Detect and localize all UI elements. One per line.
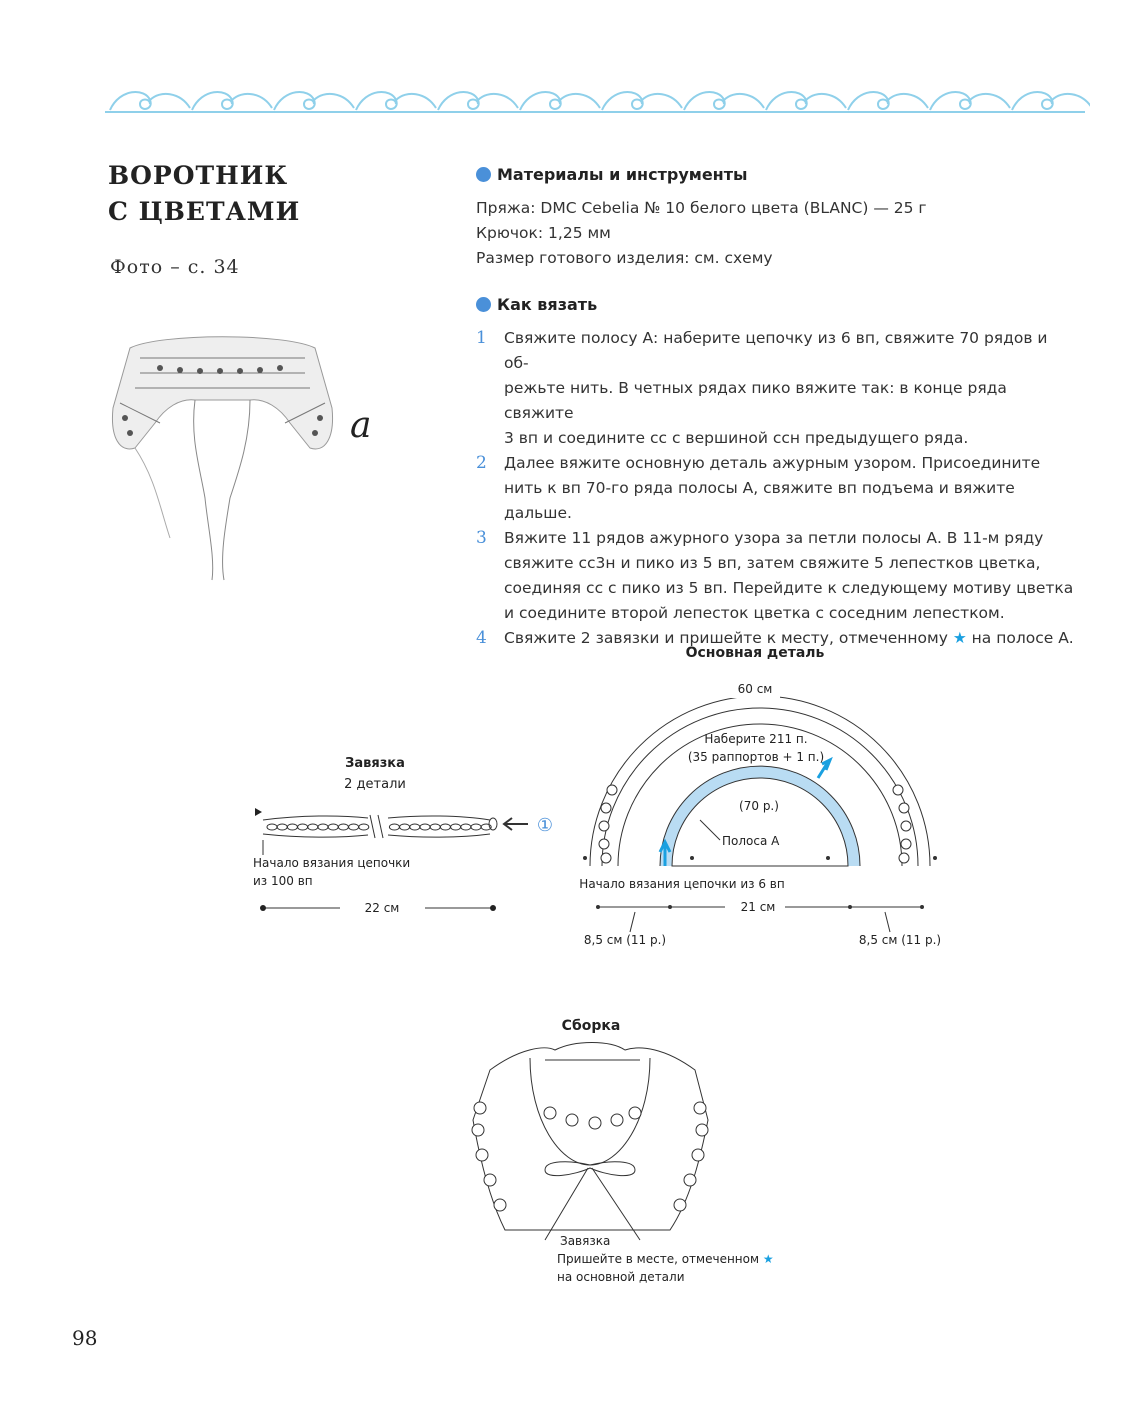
step-line: Вяжите 11 рядов ажурного узора за петли полосы А. В 11-м ряду — [504, 529, 1044, 547]
chain-edge — [263, 816, 490, 820]
step-number: 3 — [476, 528, 487, 548]
tie-length-label: 22 см — [364, 901, 400, 915]
scroll-ornament — [684, 92, 764, 110]
arrow-left-icon — [504, 818, 528, 830]
step-line: и соедините второй лепесток цветка с соседним лепестком. — [504, 604, 1005, 622]
assembly-tie-label: Завязка — [560, 1234, 611, 1248]
collar-photo — [100, 328, 345, 586]
scroll-ornament — [848, 92, 928, 110]
scroll-ornament — [1012, 92, 1090, 110]
side-left-label: 8,5 см (11 р.) — [583, 933, 667, 947]
step-2 — [476, 451, 1076, 526]
chain-stitch — [440, 824, 450, 830]
rows-label: (70 р.) — [739, 799, 779, 813]
tie-start-label: Начало вязания цепочки — [253, 856, 411, 870]
tie-title: Завязка — [345, 756, 405, 771]
step-3 — [476, 526, 1076, 626]
title-line-2: С ЦВЕТАМИ — [108, 197, 301, 226]
photo-reference: Фото – с. 34 — [110, 256, 240, 278]
chain-stitch — [400, 824, 410, 830]
chain-stitch — [451, 824, 461, 830]
chain-stitch — [298, 824, 308, 830]
scroll-ornament — [274, 92, 354, 110]
step-line: свяжите сс3н и пико из 5 вп, затем свяжите 5 лепестков цветка, — [504, 554, 1041, 572]
leader-line — [630, 912, 635, 932]
scroll-ornament — [110, 92, 190, 110]
chain-stitch — [349, 824, 359, 830]
tie-arrow-icon — [255, 808, 262, 816]
photo-letter: a — [350, 405, 372, 446]
main-piece-title: Основная деталь — [685, 645, 825, 661]
steps-list — [476, 326, 1076, 651]
step-line: Свяжите полосу А: наберите цепочку из 6 вп, свяжите 70 рядов и об- — [504, 329, 1048, 372]
chain-stitch — [359, 824, 369, 830]
collar-outline — [473, 1043, 708, 1231]
materials-yarn: Пряжа: DMC Cebelia № 10 белого цвета (BLANC) — 25 г — [476, 199, 927, 217]
chain-stitch — [461, 824, 471, 830]
step-text — [504, 326, 1076, 451]
tie-count: 2 детали — [344, 777, 406, 792]
diagrams — [0, 630, 1145, 1310]
step-ref-icon: ① — [536, 815, 554, 836]
chain-start-label: Начало вязания цепочки из 6 вп — [579, 877, 785, 891]
chain-stitch — [420, 824, 430, 830]
chain-stitch — [287, 824, 297, 830]
chain-stitch — [267, 824, 277, 830]
bullet-icon — [476, 297, 491, 312]
step-number: 1 — [476, 328, 487, 348]
assembly-sew-label — [557, 1252, 774, 1266]
flower-motifs-left — [599, 785, 617, 863]
cast-on-label: Наберите 211 п. — [704, 732, 808, 746]
scroll-ornament — [356, 92, 436, 110]
materials-heading — [476, 165, 747, 184]
scroll-ornament — [438, 92, 518, 110]
materials-hook: Крючок: 1,25 мм — [476, 224, 611, 242]
chain-stitch — [277, 824, 287, 830]
materials-list — [476, 196, 927, 271]
scroll-ornament — [192, 92, 272, 110]
step-line: режьте нить. В четных рядах пико вяжите так: в конце ряда свяжите — [504, 379, 1007, 422]
step-line: 3 вп и соедините сс с вершиной ссн предыдущего ряда. — [504, 429, 969, 447]
step-line: Свяжите 2 завязки и пришейте к месту, отмеченному — [504, 629, 953, 647]
bow — [545, 1162, 635, 1176]
chain-stitch — [328, 824, 338, 830]
page-number: 98 — [72, 1326, 98, 1350]
materials-size: Размер готового изделия: см. схему — [476, 249, 773, 267]
assembly-title: Сборка — [561, 1018, 621, 1034]
materials-heading-text: Материалы и инструменты — [497, 165, 748, 184]
scroll-ornament — [930, 92, 1010, 110]
chain-stitch — [430, 824, 440, 830]
step-text — [504, 526, 1076, 626]
chain-stitch — [410, 824, 420, 830]
step-text — [504, 451, 1076, 526]
bullet-icon — [476, 167, 491, 182]
chain-stitch — [389, 824, 399, 830]
leader-line — [885, 912, 890, 932]
star-icon: ★ — [952, 629, 967, 647]
step-1 — [476, 326, 1076, 451]
assembly-sew-label-2: на основной детали — [557, 1270, 685, 1284]
chain-stitch — [338, 824, 348, 830]
outer-width-label: 60 см — [737, 682, 773, 696]
step-line: нить к вп 70-го ряда полосы А, свяжите вп подъема и вяжите дальше. — [504, 479, 1015, 522]
assembly-flowers — [472, 1102, 708, 1211]
chain-end-loop — [489, 818, 497, 830]
decorative-border — [100, 80, 1090, 120]
break-mark-icon — [370, 815, 383, 838]
page-title — [108, 158, 300, 230]
assembly-sew-text: Пришейте в месте, отмеченном — [557, 1252, 763, 1266]
step-line: соединяя сс с пико из 5 вп. Перейдите к следующему мотиву цветка — [504, 579, 1074, 597]
chain-edge — [263, 834, 490, 837]
step-number: 2 — [476, 453, 487, 473]
step-line: Далее вяжите основную деталь ажурным узором. Присоедините — [504, 454, 1041, 472]
scroll-ornament — [520, 92, 600, 110]
strip-a-label: Полоса А — [722, 834, 780, 848]
how-heading-text: Как вязать — [497, 295, 598, 314]
step-line: на полосе А. — [966, 629, 1074, 647]
step-number: 4 — [476, 628, 487, 648]
scroll-ornament — [602, 92, 682, 110]
chain-stitch — [471, 824, 481, 830]
title-line-1: ВОРОТНИК — [108, 161, 289, 190]
tie-start-label-2: из 100 вп — [253, 874, 313, 888]
star-icon: ★ — [762, 1252, 774, 1266]
chain-stitch — [318, 824, 328, 830]
chain-stitch — [308, 824, 318, 830]
center-width-label: 21 см — [740, 900, 776, 914]
cast-on-repeats-label: (35 раппортов + 1 п.) — [687, 750, 825, 764]
side-right-label: 8,5 см (11 р.) — [858, 933, 942, 947]
how-heading — [476, 295, 597, 314]
scroll-ornament — [766, 92, 846, 110]
tie-ends — [545, 1168, 640, 1240]
